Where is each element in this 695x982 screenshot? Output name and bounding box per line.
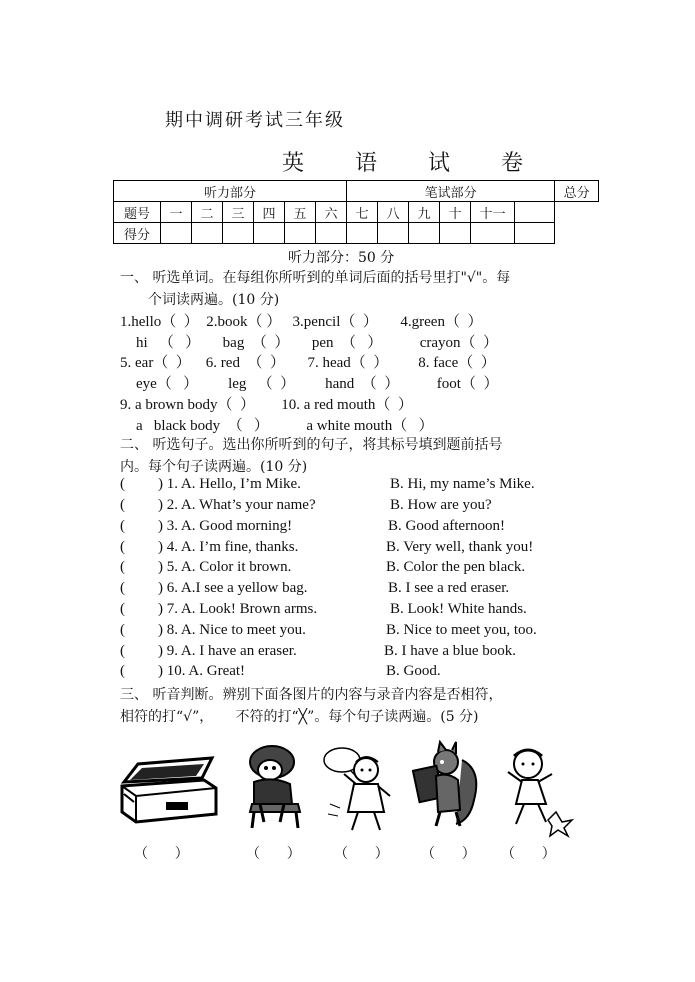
option-b: B. Good afternoon! xyxy=(388,518,506,534)
option-b: B. Nice to meet you, too. xyxy=(386,622,537,638)
picture-answer-bracket[interactable]: （ ） xyxy=(421,846,476,862)
option-a: ) 3. A. Good morning! xyxy=(158,518,293,534)
word-row: a black body （ ） a white mouth（ ） xyxy=(136,418,434,434)
score-label: 得分 xyxy=(114,223,161,244)
score-cell[interactable] xyxy=(316,223,347,244)
score-cell[interactable] xyxy=(378,223,409,244)
option-b: B. How are you? xyxy=(390,497,492,513)
picture-answer-bracket[interactable]: （ ） xyxy=(334,846,389,862)
answer-bracket[interactable]: ( xyxy=(120,643,125,659)
section1-instruction: 一、 听选单词。在每组你所听到的单词后面的括号里打"√"。每 xyxy=(120,270,511,286)
score-cell[interactable] xyxy=(161,223,192,244)
word-row: eye（ ） leg （ ） hand （ ） foot（ ） xyxy=(136,376,499,392)
answer-bracket[interactable]: ( xyxy=(120,663,125,679)
answer-bracket[interactable]: ( xyxy=(120,622,125,638)
score-cell[interactable] xyxy=(440,223,471,244)
word-row: 5. ear（ ） 6. red （ ） 7. head（ ） 8. face（ ） xyxy=(120,355,496,371)
question-number: 六 xyxy=(316,202,347,223)
question-number: 三 xyxy=(223,202,254,223)
word-row: 9. a brown body（ ） 10. a red mouth（ ） xyxy=(120,397,413,413)
section2-instruction: 二、 听选句子。选出你所听到的句子，将其标号填到题前括号 xyxy=(120,437,503,453)
total-header: 总分 xyxy=(555,181,599,202)
question-number: 四 xyxy=(254,202,285,223)
option-a: ) 2. A. What’s your name? xyxy=(158,497,316,513)
question-number: 二 xyxy=(192,202,223,223)
option-a: ) 1. A. Hello, I’m Mike. xyxy=(158,476,301,492)
briefcase-picture xyxy=(116,754,221,826)
girl-speaking-picture xyxy=(320,744,402,836)
listening-total: 听力部分：50 分 xyxy=(288,250,395,266)
picture-answer-bracket[interactable]: （ ） xyxy=(246,846,301,862)
question-number: 十一 xyxy=(471,202,515,223)
option-a: ) 9. A. I have an eraser. xyxy=(158,643,297,659)
squirrel-with-book-picture xyxy=(412,740,482,832)
written-part-header: 笔试部分 xyxy=(347,181,555,202)
option-b: B. Good. xyxy=(386,663,441,679)
listening-part-header: 听力部分 xyxy=(114,181,347,202)
answer-bracket[interactable]: ( xyxy=(120,518,125,534)
option-b: B. Color the pen black. xyxy=(386,559,526,575)
option-b: B. I have a blue book. xyxy=(384,643,517,659)
answer-bracket[interactable]: ( xyxy=(120,601,125,617)
section2-instruction-cont: 内。每个句子读两遍。(10 分) xyxy=(120,459,308,475)
answer-bracket[interactable]: ( xyxy=(120,476,125,492)
school-line: 期中调研考试三年级 xyxy=(165,110,345,131)
question-number: 十 xyxy=(440,202,471,223)
picture-answer-bracket[interactable]: （ ） xyxy=(134,846,189,862)
total-score-cell[interactable] xyxy=(515,223,555,244)
option-b: B. Look! White hands. xyxy=(390,601,527,617)
question-number: 一 xyxy=(161,202,192,223)
answer-bracket[interactable]: ( xyxy=(120,580,125,596)
section1-instruction-cont: 个词读两遍。(10 分) xyxy=(148,292,280,308)
answer-bracket[interactable]: ( xyxy=(120,497,125,513)
picture-answer-bracket[interactable]: （ ） xyxy=(501,846,556,862)
answer-bracket[interactable]: ( xyxy=(120,559,125,575)
question-number: 七 xyxy=(347,202,378,223)
option-a: ) 5. A. Color it brown. xyxy=(158,559,292,575)
option-a: ) 6. A.I see a yellow bag. xyxy=(158,580,308,596)
score-table xyxy=(113,180,599,244)
question-number: 八 xyxy=(378,202,409,223)
option-b: B. I see a red eraser. xyxy=(388,580,510,596)
total-cell[interactable] xyxy=(515,202,555,223)
option-a: ) 10. A. Great! xyxy=(158,663,246,679)
score-cell[interactable] xyxy=(223,223,254,244)
girl-sitting-picture xyxy=(240,742,308,830)
question-number-label: 题号 xyxy=(114,202,161,223)
option-b: B. Very well, thank you! xyxy=(386,539,534,555)
option-a: ) 8. A. Nice to meet you. xyxy=(158,622,306,638)
score-cell[interactable] xyxy=(254,223,285,244)
girl-jumping-picture xyxy=(496,742,576,838)
answer-bracket[interactable]: ( xyxy=(120,539,125,555)
section3-instruction-cont: 相符的打“√”， 不符的打“╳”。每个句子读两遍。(5 分) xyxy=(120,709,479,725)
page-title: 英 语 试 卷 xyxy=(282,151,545,176)
option-b: B. Hi, my name’s Mike. xyxy=(390,476,535,492)
option-a: ) 4. A. I’m fine, thanks. xyxy=(158,539,299,555)
question-number: 五 xyxy=(285,202,316,223)
score-cell[interactable] xyxy=(347,223,378,244)
option-a: ) 7. A. Look! Brown arms. xyxy=(158,601,318,617)
score-cell[interactable] xyxy=(409,223,440,244)
score-cell[interactable] xyxy=(471,223,515,244)
word-row: hi （ ） bag （ ） pen （ ） crayon（ ） xyxy=(136,335,499,351)
word-row: 1.hello（ ） 2.book（ ） 3.pencil（ ） 4.green（ ） xyxy=(120,314,483,330)
score-cell[interactable] xyxy=(192,223,223,244)
question-number: 九 xyxy=(409,202,440,223)
section3-instruction: 三、 听音判断。辨别下面各图片的内容与录音内容是否相符， xyxy=(120,687,503,703)
score-cell[interactable] xyxy=(285,223,316,244)
